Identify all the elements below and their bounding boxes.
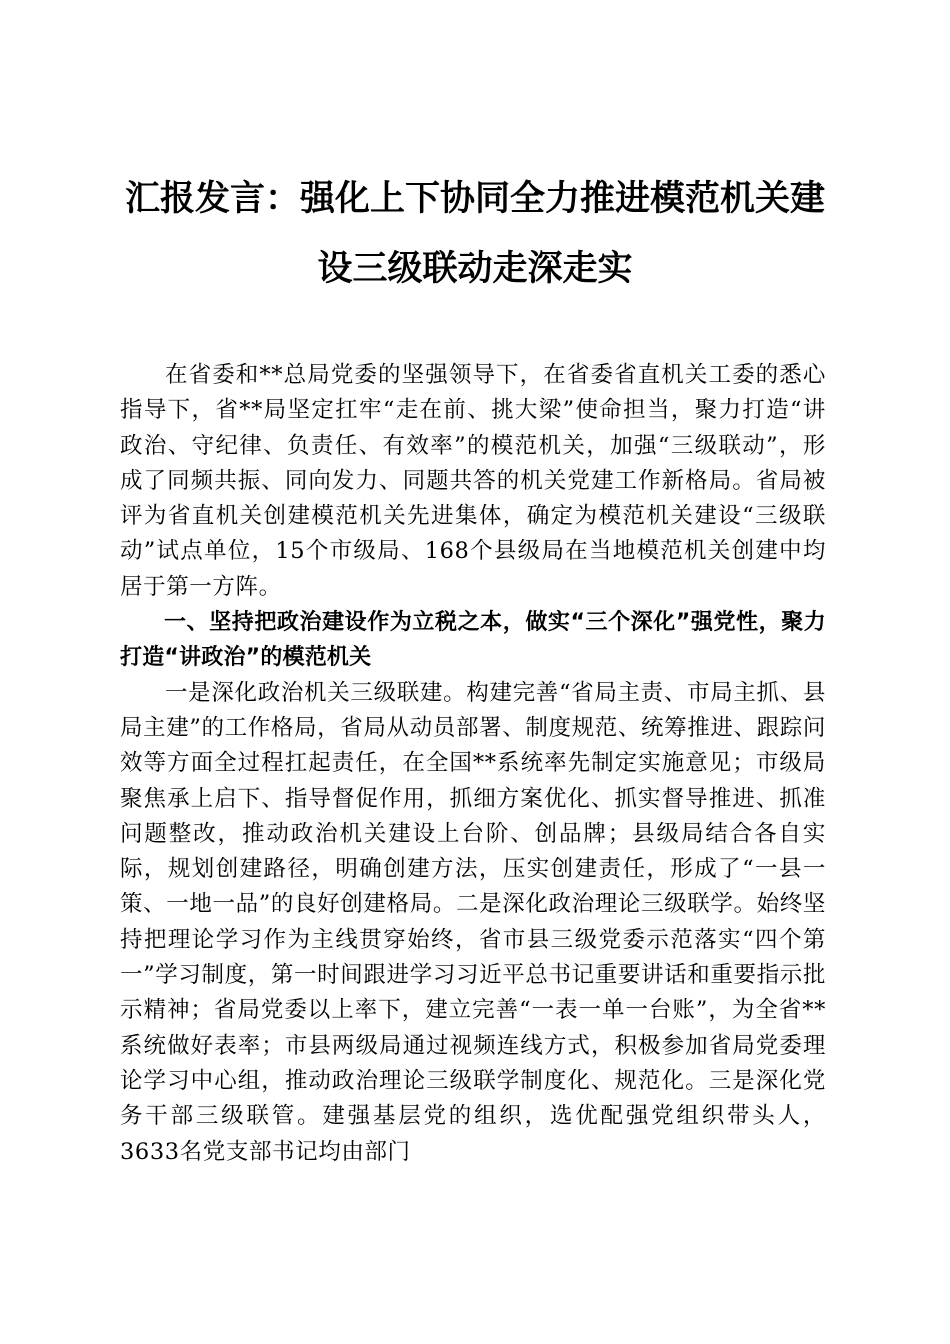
document-title: 汇报发言：强化上下协同全力推进模范机关建设三级联动走深走实 <box>124 179 825 289</box>
body-paragraph: 一是深化政治机关三级联建。构建完善“省局主责、市局主抓、县局主建”的工作格局，省局从动员部署、制度规范、统筹推进、跟踪问效等方面全过程扛起责任，在全国**系统率先制定实施意见；市级局聚焦承上启下、指导督促作用，抓细方案优化、抓实督导推进、抓准问题整改，推动政治机关建设上台阶、创品牌；县级局结合各自实际，规划创建路径，明确创建方法，压实创建责任，形成了“一县一策、一地一品”的良好创建格局。二是深化政治理论三级联学。始终坚持把理论学习作为主线贯穿始终，省市县三级党委示范落实“四个第一”学习制度，第一时间跟进学习习近平总书记重要讲话和重要指示批示精神；省局党委以上率下，建立完善“一表一单一台账”，为全省**系统做好表率；市县两级局通过视频连线方式，积极参加省局党委理论学习中心组，推动政治理论三级联学制度化、规范化。三是深化党务干部三级联管。建强基层党的组织，选优配强党组织带头人，3633名党支部书记均由部门 <box>120 679 826 1165</box>
intro-paragraph: 在省委和**总局党委的坚强领导下，在省委省直机关工委的悉心指导下，省**局坚定扛牢“走在前、挑大梁”使命担当，聚力打造“讲政治、守纪律、负责任、有效率”的模范机关，加强“三级联动”，形成了同频共振、同向发力、同题共答的机关党建工作新格局。省局被评为省直机关创建模范机关先进集体，确定为模范机关建设“三级联动”试点单位，15个市级局、168个县级局在当地模范机关创建中均居于第一方阵。 <box>120 362 826 600</box>
section-heading: 一、坚持把政治建设作为立税之本，做实“三个深化”强党性，聚力打造“讲政治”的模范机关 <box>120 610 826 671</box>
document-body <box>120 358 826 1170</box>
